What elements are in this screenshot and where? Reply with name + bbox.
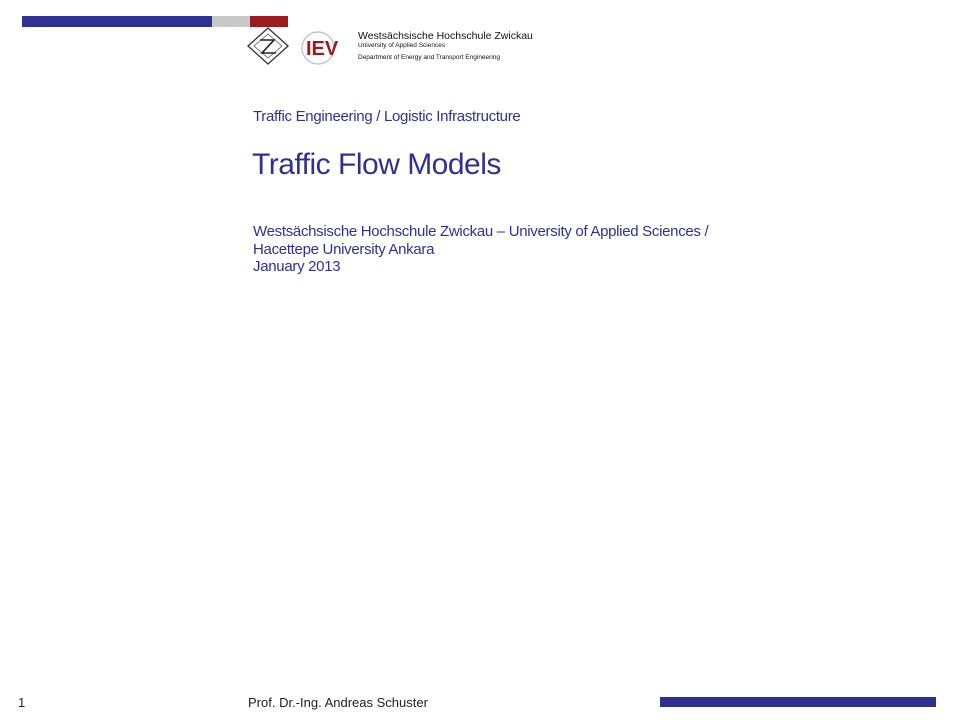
slide-info [253,223,708,276]
info-line-date: January 2013 [253,258,341,275]
svg-text:IEV: IEV [306,38,339,60]
slide-title: Traffic Flow Models [252,148,501,181]
department-name: Department of Energy and Transport Engineering [358,53,501,61]
top-bar-blue-segment [22,16,212,27]
info-line-partner: Hacettepe University Ankara [253,240,435,258]
university-name: Westsächsische Hochschule Zwickau [358,30,533,42]
iev-logo-icon [298,30,350,66]
footer-author: Prof. Dr.-Ing. Andreas Schuster [248,695,428,710]
university-info [358,31,533,62]
info-line-institutions: Westsächsische Hochschule Zwickau – University of Applied Sciences / [253,223,709,240]
university-logo-icon [246,26,290,66]
university-subtitle: University of Applied Sciences [358,42,446,50]
top-bar-gray-segment [212,16,250,27]
page-number: 1 [18,695,26,710]
slide-subject: Traffic Engineering / Logistic Infrastructure [253,108,521,125]
bottom-color-bar [660,697,936,707]
